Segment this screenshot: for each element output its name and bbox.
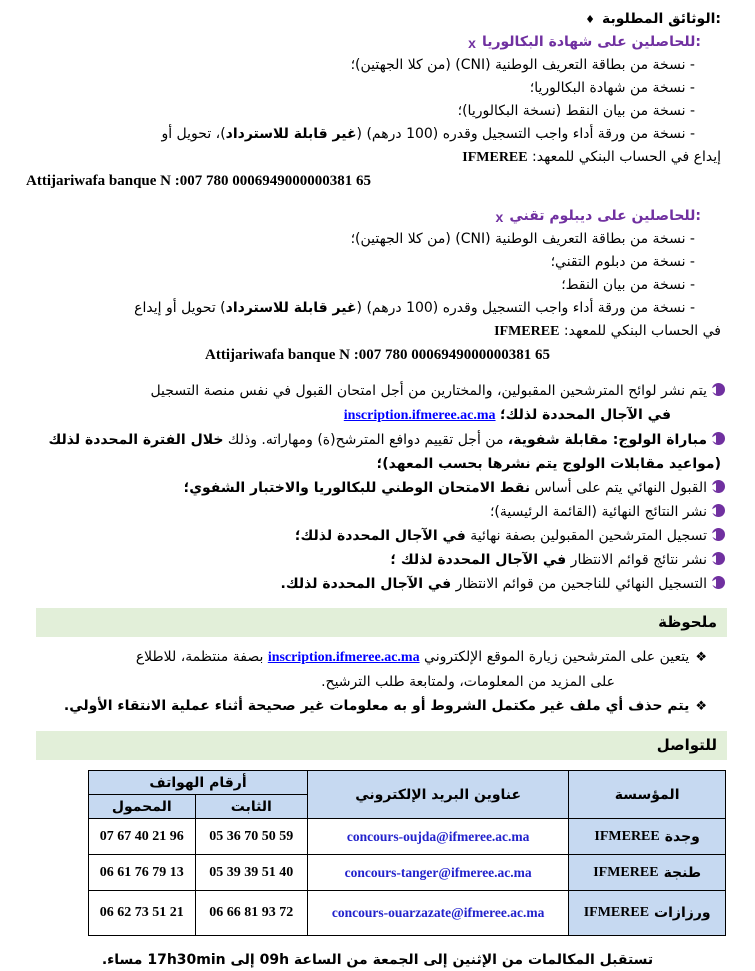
diamond-bullet-icon: ♦ [585, 13, 595, 26]
institution-cell [569, 819, 726, 855]
institute-name: IFMEREE [462, 150, 528, 165]
diamond-cluster-icon: ❖ [695, 650, 707, 665]
column-header-mobile: المحمول [89, 795, 196, 819]
email-address[interactable]: concours-oujda@ifmeree.ac.ma [308, 819, 569, 855]
note-visit-website [20, 645, 735, 670]
note-incomplete-files-text: يتم حذف أي ملف غير مكتمل الشروط أو به معلومات غير صحيحة أثناء عملية الانتقاء الأولي. [63, 698, 690, 714]
diploma-item-diploma-copy: - نسخة من دبلوم التقني؛ [550, 254, 695, 270]
process-publish-lists-text: يتم نشر لوائح المترشحين المقبولين، والمختارين من أجل امتحان القبول في نفس منصة التسجيل [150, 383, 707, 399]
bac-item-fee-bold: غير قابلة للاسترداد [225, 126, 357, 142]
table-row-ouarzazate [89, 891, 726, 936]
bac-holders-heading [20, 31, 701, 54]
process-deadline-bold: في الآجال المحددة لذلك؛ [500, 407, 671, 423]
diamond-cluster-icon: ❖ [695, 699, 707, 714]
note-visit-website-post: بصفة منتظمة، للاطلاع [135, 649, 268, 665]
process-oral-interview [20, 428, 735, 452]
circular-arrow-icon [712, 383, 725, 396]
circular-arrow-icon [712, 432, 725, 445]
institution-city: وجدة [664, 828, 700, 845]
mobile-number: 06 61 76 79 13 [89, 855, 196, 891]
diploma-bank-deposit-text: في الحساب البنكي للمعهد: [559, 323, 721, 339]
bac-bank-deposit-text: إيداع في الحساب البنكي للمعهد: [527, 149, 721, 165]
diploma-item-fee-text: - نسخة من ورقة أداء واجب التسجيل وقدره (100 درهم) ( [356, 300, 695, 316]
process-final-admission [20, 476, 735, 500]
landline-number: 06 66 81 93 72 [195, 891, 308, 936]
diploma-item-cni: - نسخة من بطاقة التعريف الوطنية (CNI) (من كلا الجهتين)؛ [350, 231, 695, 247]
email-address[interactable]: concours-ouarzazate@ifmeree.ac.ma [308, 891, 569, 936]
process-final-registration-bold: في الآجال المحددة لذلك؛ [294, 528, 466, 544]
bac-item-fee-text: - نسخة من ورقة أداء واجب التسجيل وقدره (100 درهم) ( [356, 126, 695, 142]
x-bullet-icon: x [495, 208, 504, 225]
institution-latin: IFMEREE [593, 864, 659, 880]
contact-table [88, 770, 726, 936]
diploma-holders-heading [20, 205, 701, 228]
landline-number: 05 39 39 51 40 [195, 855, 308, 891]
circular-arrow-icon [712, 552, 725, 565]
note-visit-website-line2: على المزيد من المعلومات، ولمتابعة طلب الترشيح. [321, 674, 615, 690]
diploma-bank-deposit-line [20, 320, 735, 343]
process-final-results-text: نشر النتائج النهائية (القائمة الرئيسية)؛ [489, 504, 707, 520]
mobile-number: 07 67 40 21 96 [89, 819, 196, 855]
column-header-phones: أرقام الهواتف [89, 771, 308, 795]
bac-item-diploma-copy: - نسخة من شهادة البكالوريا؛ [529, 80, 695, 96]
inscription-link[interactable]: inscription.ifmeree.ac.ma [343, 408, 496, 423]
institution-cell [569, 855, 726, 891]
column-header-institution: المؤسسة [569, 771, 726, 819]
diploma-bank-account-number: Attijariwafa banque N :007 780 0006949000000381 65 [205, 347, 550, 363]
inscription-link[interactable]: inscription.ifmeree.ac.ma [267, 650, 420, 665]
bac-item-grades: - نسخة من بيان النقط (نسخة البكالوريا)؛ [457, 103, 695, 119]
circular-arrow-icon [712, 576, 725, 589]
process-waiting-registration-bold: في الآجال المحددة لذلك. [280, 576, 452, 592]
process-final-admission-text: القبول النهائي يتم على أساس [530, 480, 707, 496]
circular-arrow-icon [712, 504, 725, 517]
landline-number: 05 36 70 50 59 [195, 819, 308, 855]
process-oral-interview-bold1: مباراة الولوج: مقابلة شفوية، [507, 432, 707, 448]
x-bullet-icon: x [468, 34, 476, 51]
process-final-registration [20, 524, 735, 548]
process-publish-lists [20, 379, 735, 403]
diploma-holders-heading-text: للحاصلين على ديبلوم تقني: [509, 208, 701, 224]
process-interview-dates: (مواعيد مقابلات الولوج يتم نشرها بحسب المعهد)؛ [376, 456, 721, 472]
bac-item-fee-tail: )، تحويل أو [161, 126, 226, 142]
process-final-results [20, 500, 735, 524]
process-waiting-lists [20, 548, 735, 572]
mobile-number: 06 62 73 51 21 [89, 891, 196, 936]
institution-city: طنجة [663, 864, 702, 881]
bac-item-cni: - نسخة من بطاقة التعريف الوطنية (CNI) (من كلا الجهتين)؛ [350, 57, 695, 73]
process-oral-interview-bold2: خلال الفترة المحددة لذلك [48, 432, 224, 448]
note-visit-website-pre: يتعين على المترشحين زيارة الموقع الإلكتروني [419, 649, 690, 665]
table-row-oujda [89, 819, 726, 855]
required-documents-title [20, 8, 721, 31]
column-header-landline: الثابت [195, 795, 308, 819]
diploma-item-fee-tail: ) تحويل أو إيداع [134, 300, 226, 316]
note-incomplete-files [20, 694, 735, 719]
call-hours-note: تستقبل المكالمات من الإثنين إلى الجمعة من الساعة 09h إلى 17h30min مساء. [101, 952, 654, 968]
bac-item-fee [20, 123, 735, 146]
diploma-item-fee [20, 297, 735, 320]
process-final-registration-text: تسجيل المترشحين المقبولين بصفة نهائية [465, 528, 707, 544]
email-address[interactable]: concours-tanger@ifmeree.ac.ma [308, 855, 569, 891]
note-band: ملحوظة [36, 608, 727, 637]
process-waiting-registration-text: التسجيل النهائي للناجحين من قوائم الانتظار [451, 576, 707, 592]
process-waiting-registration [20, 572, 735, 596]
bac-holders-heading-text: للحاصلين على شهادة البكالوريا: [481, 34, 701, 50]
section-spacer [20, 367, 735, 379]
process-publish-lists-line2 [20, 403, 735, 428]
process-waiting-lists-bold: في الآجال المحددة لذلك ؛ [390, 552, 567, 568]
institution-latin: IFMEREE [583, 905, 650, 920]
institution-latin: IFMEREE [594, 828, 660, 844]
institution-city: ورزازات [654, 905, 711, 921]
section-spacer [20, 193, 735, 205]
institute-name: IFMEREE [494, 324, 560, 339]
circular-arrow-icon [712, 480, 725, 493]
bac-bank-account-number: Attijariwafa banque N :007 780 0006949000000381 65 [26, 173, 371, 189]
process-waiting-lists-text: نشر نتائج قوائم الانتظار [566, 552, 707, 568]
diploma-item-fee-bold: غير قابلة للاسترداد [225, 300, 357, 316]
required-documents-title-text: الوثائق المطلوبة: [601, 11, 721, 27]
table-header-row-1 [89, 771, 726, 795]
contact-band: للتواصل [36, 731, 727, 760]
circular-arrow-icon [712, 528, 725, 541]
process-final-admission-bold: نقط الامتحان الوطني للبكالوريا والاختبار الشفوي؛ [183, 480, 531, 496]
institution-cell [569, 891, 726, 936]
column-header-emails: عناوين البريد الإلكتروني [308, 771, 569, 819]
table-row-tanger [89, 855, 726, 891]
process-oral-interview-mid: من أجل تقييم دوافع المترشح(ة) ومهاراته. وذلك [223, 432, 508, 448]
diploma-item-grades: - نسخة من بيان النقط؛ [561, 277, 695, 293]
bac-bank-deposit-line [20, 146, 735, 169]
